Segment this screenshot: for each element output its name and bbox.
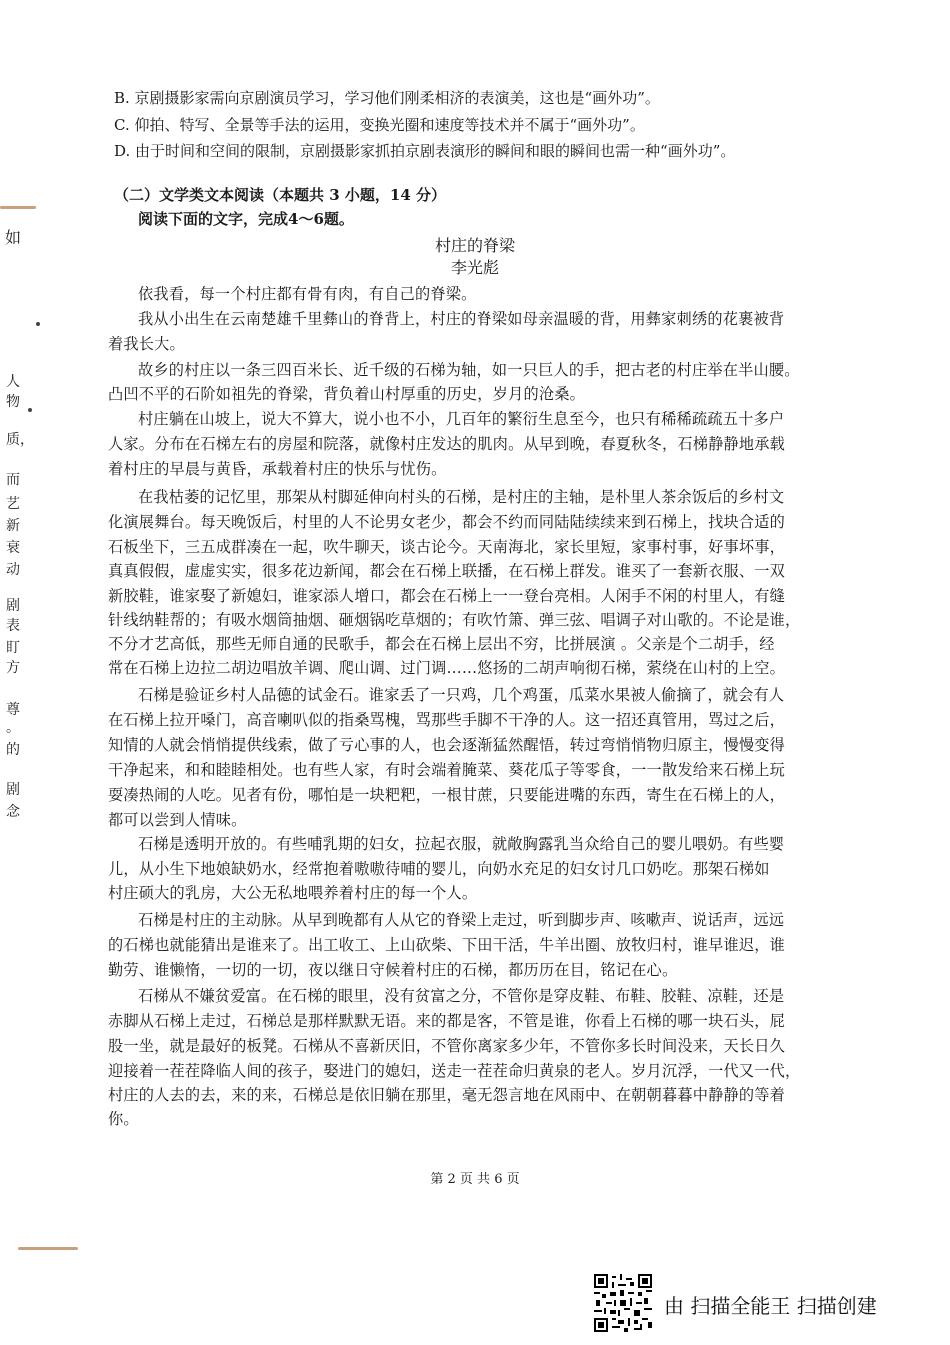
article-line: 石梯是验证乡村人品德的试金石。谁家丢了一只鸡，几个鸡蛋，瓜菜水果被人偷摘了，就会有人 bbox=[138, 686, 785, 704]
article-line: 凸凹不平的石阶如祖先的脊梁，背负着山村厚重的历史，岁月的沧桑。 bbox=[108, 385, 586, 403]
article-line: 村庄的人去的去，来的来，石梯总是依旧躺在那里，毫无怨言地在风雨中、在朝朝暮暮中静静的等着 bbox=[108, 1086, 786, 1104]
article-line: 不分才艺高低，那些无师自通的民歌手，都会在石梯上层出不穷，比拼展演 。父亲是个二胡手，经 bbox=[108, 635, 775, 653]
margin-char: 尊 bbox=[6, 702, 20, 718]
article-line: 都可以尝到人情味。 bbox=[108, 811, 247, 829]
article-line: 耍凑热闹的人吃。见者有份，哪怕是一块粑粑，一根甘蔗，只要能进嘴的东西，寄生在石梯上的人， bbox=[108, 786, 786, 804]
article-line: 村庄硕大的乳房，大公无私地喂养着村庄的每一个人。 bbox=[108, 884, 478, 902]
article-author: 李光彪 bbox=[450, 258, 499, 277]
margin-char: 人 bbox=[6, 374, 20, 390]
option-c: C. 仰拍、特写、全景等手法的运用，变换光圈和速度等技术并不属于“画外功”。 bbox=[114, 116, 645, 134]
article-line: 在我枯萎的记忆里，那架从村脚延伸向村头的石梯，是村庄的主轴，是朴里人茶余饭后的乡村文 bbox=[138, 488, 785, 506]
article-line: 着我长大。 bbox=[108, 335, 185, 353]
margin-char: 质 bbox=[6, 432, 20, 448]
margin-char: 剧 bbox=[6, 782, 20, 798]
article-line: 的石梯也就能猜出是谁来了。出工收工、上山砍柴、下田干活，牛羊出圈、放牧归村，谁早谁迟，谁 bbox=[108, 936, 786, 954]
page-number: 第 2 页 共 6 页 bbox=[430, 1172, 520, 1187]
margin-char: 盯 bbox=[6, 640, 20, 656]
scan-stain-top bbox=[0, 206, 36, 209]
article-line: 在石梯上拉开嗓门，高音喇叭似的指桑骂槐，骂那些手脚不干净的人。这一招还真管用，骂过之后， bbox=[108, 711, 786, 729]
margin-char: 衰 bbox=[6, 540, 20, 556]
article-line: 石梯是透明开放的。有些哺乳期的妇女，拉起衣服，就敞胸露乳当众给自己的婴儿喂奶。有些婴 bbox=[138, 835, 785, 853]
article-line: 常在石梯上边拉二胡边唱放羊调、爬山调、过门调……悠扬的二胡声响彻石梯，萦绕在山村的上空。 bbox=[108, 659, 786, 677]
margin-char: 念 bbox=[6, 804, 20, 820]
option-d: D. 由于时间和空间的限制，京剧摄影家抓拍京剧表演形的瞬间和眼的瞬间也需一种“画外功”。 bbox=[114, 142, 736, 160]
margin-char: 物 bbox=[6, 394, 20, 410]
margin-char: 新 bbox=[6, 518, 20, 534]
margin-char: 如 bbox=[4, 228, 21, 247]
margin-char: 而 bbox=[6, 472, 20, 488]
section-instruction: 阅读下面的文字，完成4～6题。 bbox=[138, 210, 354, 228]
scan-dot bbox=[28, 408, 32, 412]
scan-stain-bottom bbox=[18, 1247, 78, 1250]
article-title: 村庄的脊梁 bbox=[434, 236, 515, 255]
margin-char: 方 bbox=[6, 660, 20, 676]
margin-char: 的 bbox=[6, 742, 20, 758]
article-line: 村庄躺在山坡上，说大不算大，说小也不小，几百年的繁衍生息至今，也只有稀稀疏疏五十多户 bbox=[138, 410, 785, 428]
qr-code-icon bbox=[594, 1274, 652, 1332]
scan-dot bbox=[36, 322, 40, 326]
article-line: 依我看，每一个村庄都有骨有肉，有自己的脊梁。 bbox=[138, 285, 477, 303]
article-line: 石梯是村庄的主动脉。从早到晚都有人从它的脊梁上走过，听到脚步声、咳嗽声、说话声，远远 bbox=[138, 911, 785, 929]
article-line: 你。 bbox=[108, 1110, 139, 1128]
article-line: 股一坐，就是最好的板凳。石梯从不喜新厌旧，不管你离家多少年，不管你多长时间没来，天长日久 bbox=[108, 1037, 786, 1055]
article-line: 化演展舞台。每天晚饭后，村里的人不论男女老少，都会不约而同陆陆续续来到石梯上，找块合适的 bbox=[108, 513, 786, 531]
article-line: 我从小出生在云南楚雄千里彝山的脊背上，村庄的脊梁如母亲温暖的背，用彝家刺绣的花裹被背 bbox=[138, 310, 785, 328]
scanner-watermark: 由 扫描全能王 扫描创建 bbox=[664, 1294, 877, 1318]
article-line: 儿，从小生下地娘缺奶水，经常抱着嗷嗷待哺的婴儿，向奶水充足的妇女讨几口奶吃。那架石梯如 bbox=[108, 860, 770, 878]
margin-char: 动 bbox=[6, 562, 20, 578]
article-line: 新胶鞋，谁家娶了新媳妇，谁家添人增口，都会在石梯上一一登台亮相。人闲手不闲的村里人，有缝 bbox=[108, 587, 786, 605]
article-line: 赤脚从石梯上走过，石梯总是那样默默无语。来的都是客，不管是谁，你看上石梯的哪一块石头，屁 bbox=[108, 1012, 786, 1030]
margin-char: 。 bbox=[6, 720, 20, 736]
article-line: 知情的人就会悄悄提供线索，做了亏心事的人，也会逐渐猛然醒悟，转过弯悄悄物归原主，慢慢变得 bbox=[108, 736, 786, 754]
article-line: 石梯从不嫌贫爱富。在石梯的眼里，没有贫富之分，不管你是穿皮鞋、布鞋、胶鞋、凉鞋，还是 bbox=[138, 987, 785, 1005]
margin-char: 艺 bbox=[6, 496, 20, 512]
article-line: 干净起来，和和睦睦相处。也有些人家，有时会端着腌菜、葵花瓜子等零食，一一散发给来石梯上玩 bbox=[108, 761, 786, 779]
margin-char: ， bbox=[20, 432, 34, 448]
article-line: 真真假假，虚虚实实，很多花边新闻，都会在石梯上联播，在石梯上群发。谁买了一套新衣服、一双 bbox=[108, 562, 786, 580]
article-line: 人家。分布在石梯左右的房屋和院落，就像村庄发达的肌肉。从早到晚，春夏秋冬，石梯静静地承载 bbox=[108, 435, 786, 453]
article-line: 着村庄的早晨与黄昏，承载着村庄的快乐与忧伤。 bbox=[108, 460, 447, 478]
article-line: 勤劳、谁懒惰，一切的一切，夜以继日守候着村庄的石梯，都历历在目，铭记在心。 bbox=[108, 961, 678, 979]
article-line: 迎接着一茬茬降临人间的孩子，娶进门的媳妇，送走一茬茬命归黄泉的老人。岁月沉浮，一代又一代， bbox=[108, 1062, 801, 1080]
margin-char: 表 bbox=[6, 618, 20, 634]
margin-char: 剧 bbox=[6, 598, 20, 614]
article-line: 石板坐下，三五成群凑在一起，吹牛聊天，谈古论今。天南海北，家长里短，家事村事，好事坏事， bbox=[108, 538, 786, 556]
option-b: B. 京剧摄影家需向京剧演员学习，学习他们刚柔相济的表演美，这也是“画外功”。 bbox=[114, 89, 660, 107]
section-heading: （二）文学类文本阅读（本题共 3 小题，14 分） bbox=[114, 186, 446, 204]
article-line: 针线纳鞋帮的；有吸水烟筒抽烟、砸烟锅吃草烟的；有吹竹箫、弹三弦、唱调子对山歌的。不论是谁， bbox=[108, 611, 801, 629]
article-line: 故乡的村庄以一条三四百米长、近千级的石梯为轴，如一只巨人的手，把古老的村庄举在半山腰。 bbox=[138, 361, 800, 379]
